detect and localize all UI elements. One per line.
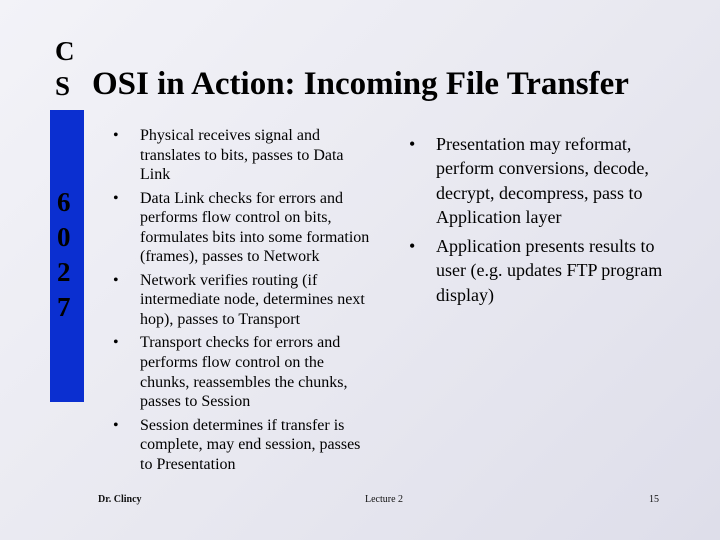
list-item bbox=[110, 126, 375, 185]
footer-lecture: Lecture 2 bbox=[365, 494, 404, 505]
bullet-icon: • bbox=[409, 134, 416, 154]
bullet-icon: • bbox=[409, 236, 416, 257]
bullet-icon: • bbox=[113, 127, 119, 144]
slide-title: OSI in Action: Incoming File Transfer bbox=[92, 66, 629, 102]
bullet-text-physical: Physical receives signal and translates to bits, passes to Data Link bbox=[140, 127, 344, 184]
left-bullet-list bbox=[110, 126, 375, 474]
course-number bbox=[57, 185, 71, 325]
bullet-icon: • bbox=[113, 271, 119, 289]
list-item bbox=[110, 271, 375, 330]
list-item bbox=[406, 132, 686, 229]
bullet-icon: • bbox=[113, 416, 119, 434]
course-digit: 2 bbox=[57, 257, 71, 287]
bullet-text-session: Session determines if transfer is complete, may end session, passes to Presentation bbox=[140, 416, 361, 473]
bullet-text-network: Network verifies routing (if intermediate node, determines next hop), passes to Transport bbox=[140, 271, 365, 328]
footer-author: Dr. Clincy bbox=[98, 494, 142, 505]
bullet-text-data-link: Data Link checks for errors and performs flow control on bits, formulates bits into some formation (frames), passes to Network bbox=[140, 189, 370, 266]
course-digit: 6 bbox=[57, 187, 71, 217]
bullet-icon: • bbox=[113, 189, 119, 207]
bullet-text-application: Application presents results to user (e.g. updates FTP program display) bbox=[436, 236, 663, 305]
bullet-icon: • bbox=[113, 334, 119, 352]
course-letter: S bbox=[55, 71, 71, 101]
list-item bbox=[110, 333, 375, 411]
footer-page-number: 15 bbox=[649, 494, 659, 505]
list-item bbox=[110, 416, 375, 475]
bullet-text-transport: Transport checks for errors and performs flow control on the chunks, reassembles the chunks, passes to Session bbox=[140, 334, 348, 411]
list-item bbox=[406, 234, 686, 307]
course-letter: C bbox=[55, 36, 75, 66]
list-item bbox=[110, 189, 375, 267]
bullet-text-presentation: Presentation may reformat, perform conversions, decode, decrypt, decompress, pass to Application layer bbox=[436, 134, 649, 227]
course-digit: 0 bbox=[57, 222, 71, 252]
course-letters bbox=[55, 34, 75, 104]
right-bullet-list bbox=[406, 132, 686, 307]
course-digit: 7 bbox=[57, 292, 71, 322]
